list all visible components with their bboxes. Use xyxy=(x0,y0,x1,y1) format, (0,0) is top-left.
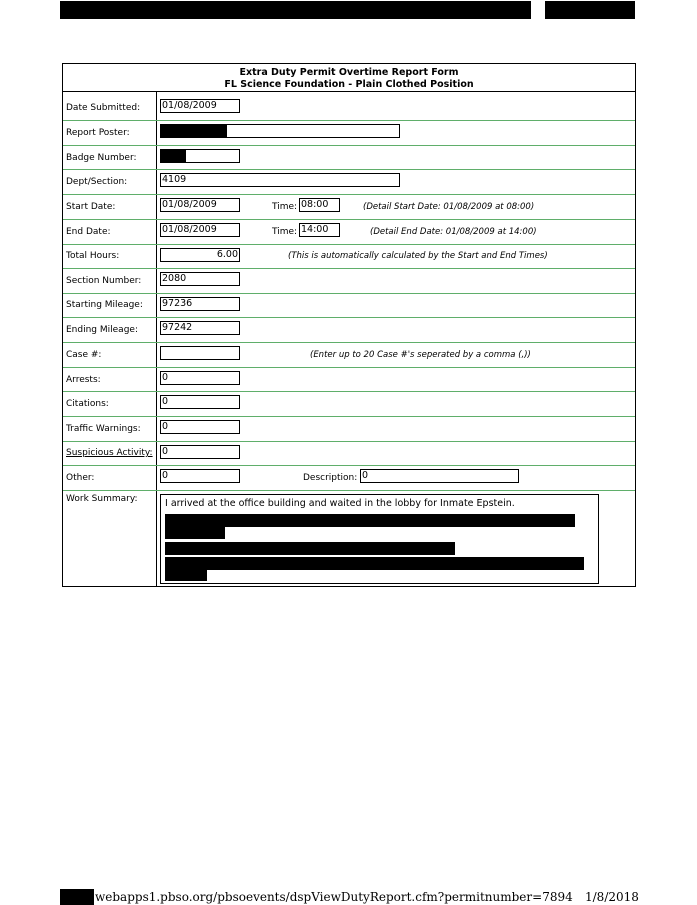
start-date-field[interactable]: 01/08/2009 xyxy=(160,198,240,212)
form-header xyxy=(63,64,635,92)
total-hours-note: (This is automatically calculated by the Start and End Times) xyxy=(288,251,548,261)
redaction-block xyxy=(161,150,186,162)
end-date-field[interactable]: 01/08/2009 xyxy=(160,223,240,237)
description-field[interactable]: 0 xyxy=(360,469,519,483)
end-time-field[interactable]: 14:00 xyxy=(299,223,340,237)
row-separator xyxy=(63,367,635,368)
redaction-block xyxy=(161,125,227,137)
total-hours-field: 6.00 xyxy=(160,248,240,262)
suspicious-activity-field[interactable]: 0 xyxy=(160,445,240,459)
redaction-bar xyxy=(60,1,531,19)
row-separator xyxy=(63,244,635,245)
start-time-label: Time: xyxy=(272,202,298,212)
badge-number-field[interactable] xyxy=(160,149,240,163)
redaction-bar xyxy=(545,1,635,19)
column-divider xyxy=(156,92,157,586)
work-summary-textarea[interactable] xyxy=(160,494,599,584)
date-submitted-field[interactable]: 01/08/2009 xyxy=(160,99,240,113)
arrests-label: Arrests: xyxy=(66,375,101,385)
row-separator xyxy=(63,293,635,294)
start-date-label: Start Date: xyxy=(66,202,116,212)
row-separator xyxy=(63,120,635,121)
footer-url: webapps1.pbso.org/pbsoevents/dspViewDutyReport.cfm?permitnumber=7894 xyxy=(95,890,573,904)
report-poster-label: Report Poster: xyxy=(66,128,130,138)
row-separator xyxy=(63,416,635,417)
ending-mileage-field[interactable]: 97242 xyxy=(160,321,240,335)
row-separator xyxy=(63,268,635,269)
row-separator xyxy=(63,391,635,392)
section-number-field[interactable]: 2080 xyxy=(160,272,240,286)
redaction-block xyxy=(165,557,584,570)
form-title: Extra Duty Permit Overtime Report Form xyxy=(239,67,459,78)
redaction-block xyxy=(165,527,225,539)
description-label: Description: xyxy=(303,473,358,483)
row-separator xyxy=(63,169,635,170)
suspicious-activity-label: Suspicious Activity: xyxy=(66,448,153,458)
start-time-field[interactable]: 08:00 xyxy=(299,198,340,212)
section-number-label: Section Number: xyxy=(66,276,142,286)
arrests-field[interactable]: 0 xyxy=(160,371,240,385)
end-time-label: Time: xyxy=(272,227,298,237)
redaction-block xyxy=(165,570,207,581)
date-submitted-label: Date Submitted: xyxy=(66,103,141,113)
dept-section-label: Dept/Section: xyxy=(66,177,128,187)
citations-label: Citations: xyxy=(66,399,109,409)
row-separator xyxy=(63,342,635,343)
case-number-note: (Enter up to 20 Case #'s seperated by a comma (,)) xyxy=(310,350,531,360)
row-separator xyxy=(63,219,635,220)
redaction-block xyxy=(165,514,575,527)
start-date-note: (Detail Start Date: 01/08/2009 at 08:00) xyxy=(363,202,535,212)
total-hours-label: Total Hours: xyxy=(66,251,120,261)
traffic-warnings-label: Traffic Warnings: xyxy=(66,424,141,434)
starting-mileage-field[interactable]: 97236 xyxy=(160,297,240,311)
case-number-label: Case #: xyxy=(66,350,102,360)
end-date-note: (Detail End Date: 01/08/2009 at 14:00) xyxy=(370,227,537,237)
other-label: Other: xyxy=(66,473,95,483)
footer-date: 1/8/2018 xyxy=(585,890,639,904)
row-separator xyxy=(63,490,635,491)
redaction-bar xyxy=(60,889,94,905)
end-date-label: End Date: xyxy=(66,227,111,237)
row-separator xyxy=(63,145,635,146)
work-summary-label: Work Summary: xyxy=(66,494,138,504)
badge-number-label: Badge Number: xyxy=(66,153,137,163)
other-field[interactable]: 0 xyxy=(160,469,240,483)
row-separator xyxy=(63,317,635,318)
case-number-field[interactable] xyxy=(160,346,240,360)
form-subtitle: FL Science Foundation - Plain Clothed Position xyxy=(224,79,474,90)
traffic-warnings-field[interactable]: 0 xyxy=(160,420,240,434)
overtime-report-form xyxy=(62,63,636,587)
citations-field[interactable]: 0 xyxy=(160,395,240,409)
starting-mileage-label: Starting Mileage: xyxy=(66,300,143,310)
report-poster-field[interactable] xyxy=(160,124,400,138)
row-separator xyxy=(63,465,635,466)
work-summary-text: I arrived at the office building and waited in the lobby for Inmate Epstein. xyxy=(165,498,515,509)
row-separator xyxy=(63,441,635,442)
ending-mileage-label: Ending Mileage: xyxy=(66,325,138,335)
row-separator xyxy=(63,194,635,195)
dept-section-field[interactable]: 4109 xyxy=(160,173,400,187)
redaction-block xyxy=(165,542,455,555)
